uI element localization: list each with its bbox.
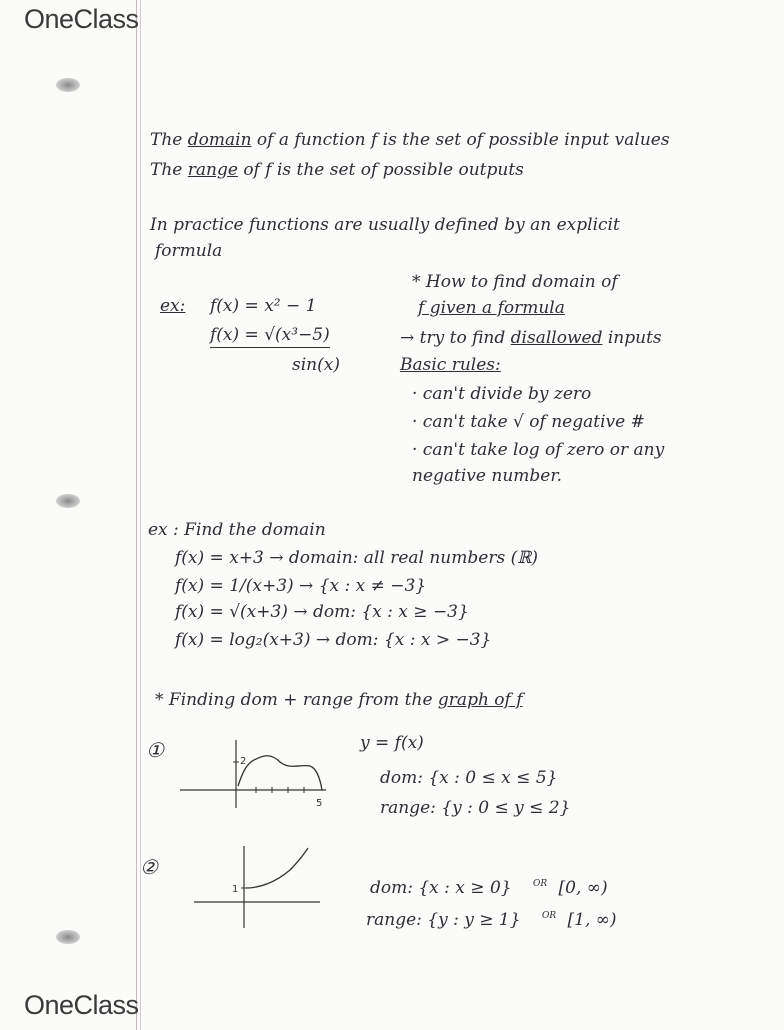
practice-line-2: formula [155, 241, 223, 261]
example1-f2-numerator: f(x) = √(x³−5) [210, 325, 330, 348]
item1-range: range: {y : 0 ≤ y ≤ 2} [380, 798, 571, 818]
graph-section-heading: * Finding dom + range from the graph of f [155, 690, 523, 710]
disallowed-word: disallowed [510, 328, 603, 348]
graph-of-f-word: graph of f [437, 690, 523, 710]
example2-row: f(x) = x+3 → domain: all real numbers (ℝ) [175, 548, 538, 568]
curve [238, 756, 322, 790]
brand-logo-top: OneClass [24, 4, 139, 34]
example1-f1: f(x) = x² − 1 [210, 296, 317, 316]
example2-row: f(x) = 1/(x+3) → {x : x ≠ −3} [175, 576, 427, 596]
margin-line [136, 0, 137, 1030]
item2-range-interval: [1, ∞) [567, 910, 617, 930]
rules-title: Basic rules: [400, 355, 501, 375]
binder-hole [56, 494, 80, 508]
howto-try: → try to find disallowed inputs [400, 328, 662, 348]
example2-heading: ex : Find the domain [148, 520, 326, 540]
y-tick-label: 1 [232, 884, 239, 895]
item2-number: ② [140, 855, 158, 879]
item2-dom-or: OR [532, 879, 548, 890]
example1-f2-denominator: sin(x) [292, 355, 340, 375]
item1-number: ① [146, 738, 164, 762]
howto-title-2: f given a formula [418, 298, 565, 318]
brand-logo-bottom: OneClass [24, 990, 139, 1020]
domain-word: domain [187, 130, 252, 150]
item2-dom: dom: {x : x ≥ 0} $^{OR}$ [0, ∞) [370, 878, 608, 898]
howto-title-1: * How to find domain of [412, 272, 618, 292]
rule-item: · can't divide by zero [412, 384, 592, 404]
binder-hole [56, 78, 80, 92]
item2-dom-interval: [0, ∞) [558, 878, 608, 898]
binder-hole [56, 930, 80, 944]
item1-dom: dom: {x : 0 ≤ x ≤ 5} [380, 768, 558, 788]
rule-item: negative number. [412, 466, 562, 486]
example2-row: f(x) = √(x+3) → dom: {x : x ≥ −3} [175, 602, 469, 622]
item2-range: range: {y : y ≥ 1} $^{OR}$ [1, ∞) [366, 910, 617, 930]
item2-range-or: OR [541, 911, 557, 922]
x-tick-label: 5 [316, 798, 323, 809]
curve [246, 848, 308, 888]
graph-2 [190, 842, 330, 932]
example1-label: ex: [160, 296, 186, 316]
example2-row: f(x) = log₂(x+3) → dom: {x : x > −3} [175, 630, 492, 650]
y-tick-label: 2 [240, 756, 247, 767]
range-definition: The range of f is the set of possible outputs [150, 160, 524, 180]
graph-1 [176, 734, 336, 814]
range-word: range [187, 160, 238, 180]
item1-caption: y = f(x) [360, 733, 424, 753]
rule-item: · can't take √ of negative # [412, 412, 645, 432]
practice-line-1: In practice functions are usually defined by an explicit [150, 215, 620, 235]
rule-item: · can't take log of zero or any [412, 440, 665, 460]
domain-definition: The domain of a function f is the set of possible input values [150, 130, 670, 150]
